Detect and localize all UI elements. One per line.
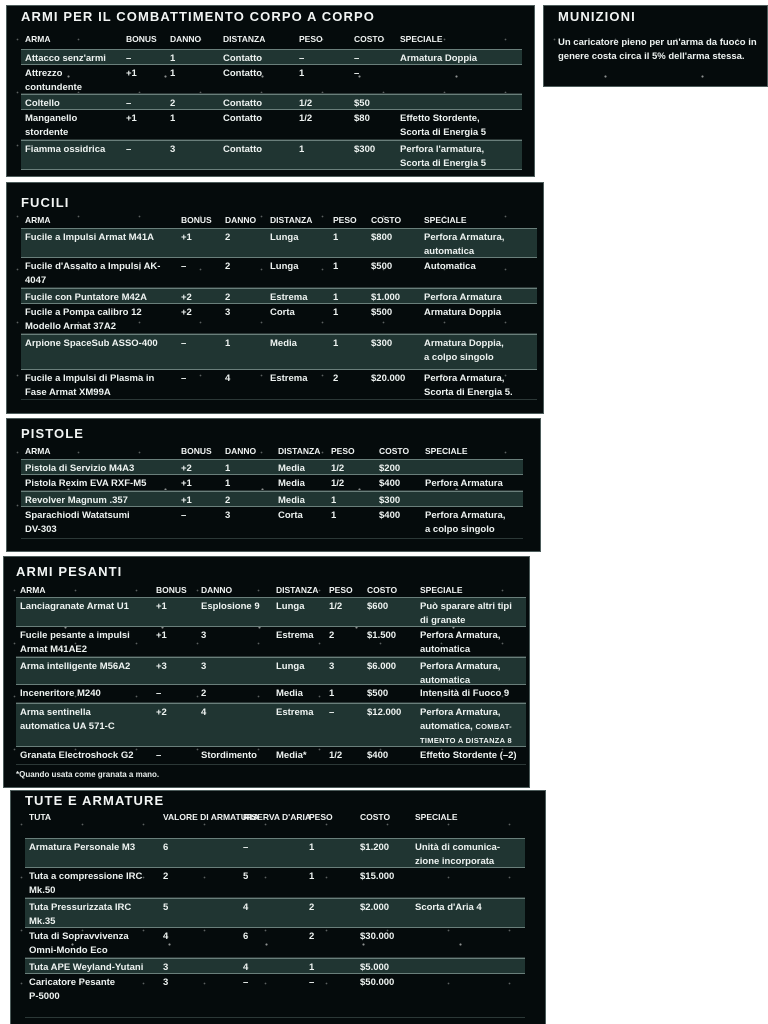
heavy-cell-5: $12.000	[367, 707, 402, 718]
suits-title: TUTE E ARMATURE	[25, 793, 165, 808]
melee-cell-0: Attacco senz'armi	[25, 53, 106, 64]
pistols-cell-5: $400	[379, 478, 401, 489]
melee-cell-2: 1	[170, 53, 176, 64]
suits-armor-panel	[10, 790, 546, 1024]
melee-header-3: DISTANZA	[223, 34, 266, 44]
melee-cell-2: 3	[170, 144, 176, 155]
melee-cell-4: 1	[299, 68, 305, 79]
melee-row	[21, 65, 522, 94]
rifles-cell-5: $20.000	[371, 373, 406, 384]
suits-cell-2: 4	[243, 902, 249, 913]
rifles-cell-1: –	[181, 261, 187, 272]
heavy-header-6: SPECIALE	[420, 585, 463, 595]
rifles-cell-2: 4	[225, 373, 231, 384]
suits-cell-5: Unità di comunica- zione incorporata	[415, 842, 500, 867]
melee-cell-1: +1	[126, 113, 137, 124]
pistols-cell-4: 1	[331, 510, 337, 521]
heavy-cell-2: 2	[201, 688, 207, 699]
rifles-header-3: DISTANZA	[270, 215, 313, 225]
heavy-row	[16, 703, 526, 747]
heavy-cell-1: +3	[156, 661, 167, 672]
suits-row	[25, 928, 525, 958]
melee-header-5: COSTO	[354, 34, 385, 44]
rifles-row	[21, 288, 537, 304]
rifles-cell-2: 3	[225, 307, 231, 318]
suits-cell-1: 3	[163, 977, 169, 988]
melee-row	[21, 110, 522, 140]
suits-cell-1: 5	[163, 902, 169, 913]
heavy-cell-6: Effetto Stordente (–2)	[420, 750, 517, 761]
suits-header-0: TUTA	[29, 812, 52, 822]
melee-cell-0: Manganello stordente	[25, 113, 78, 138]
rifles-cell-2: 2	[225, 261, 231, 272]
suits-cell-3: 1	[309, 871, 315, 882]
melee-cell-2: 1	[170, 113, 176, 124]
heavy-cell-5: $500	[367, 688, 389, 699]
melee-cell-6: Perfora l'armatura, Scorta di Energia 5	[400, 144, 487, 169]
pistols-cell-4: 1	[331, 495, 337, 506]
melee-weapons-panel	[6, 5, 535, 177]
heavy-row	[16, 597, 526, 627]
rifles-cell-6: Perfora Armatura, Scorta di Energia 5.	[424, 373, 513, 398]
suits-cell-3: 2	[309, 902, 315, 913]
rifles-row	[21, 258, 537, 288]
rifles-cell-1: +1	[181, 232, 192, 243]
rifles-cell-2: 2	[225, 292, 231, 303]
suits-cell-2: 5	[243, 871, 249, 882]
suits-header-4: COSTO	[360, 812, 391, 822]
melee-header-1: BONUS	[126, 34, 157, 44]
suits-cell-1: 6	[163, 842, 169, 853]
rifles-cell-5: $500	[371, 261, 393, 272]
rifles-cell-1: +2	[181, 307, 192, 318]
rifles-header-0: ARMA	[25, 215, 51, 225]
rifles-cell-2: 2	[225, 232, 231, 243]
heavy-cell-0: Arma intelligente M56A2	[20, 661, 131, 672]
rifles-cell-3: Corta	[270, 307, 295, 318]
suits-cell-2: 6	[243, 931, 249, 942]
heavy-cell-0: Inceneritore M240	[20, 688, 101, 699]
suits-cell-4: $1.200	[360, 842, 390, 853]
heavy-cell-0: Arma sentinella automatica UA 571-C	[20, 707, 115, 732]
rifles-cell-5: $1.000	[371, 292, 401, 303]
suits-cell-0: Tuta Pressurizzata IRC Mk.35	[29, 902, 132, 927]
rifles-cell-4: 1	[333, 307, 339, 318]
suits-cell-2: –	[243, 842, 249, 853]
heavy-weapons-panel	[3, 556, 530, 788]
melee-cell-5: $300	[354, 144, 376, 155]
heavy-row	[16, 627, 526, 657]
pistols-cell-3: Media	[278, 478, 305, 489]
rifles-cell-6: Automatica	[424, 261, 476, 272]
pistols-cell-1: +1	[181, 478, 192, 489]
pistols-header-0: ARMA	[25, 446, 51, 456]
heavy-header-2: DANNO	[201, 585, 233, 595]
ammo-text: Un caricatore pieno per un'arma da fuoco in genere costa circa il 5% dell'arma stessa.	[558, 37, 757, 62]
suits-cell-4: $30.000	[360, 931, 395, 942]
melee-cell-3: Contatto	[223, 113, 263, 124]
melee-cell-3: Contatto	[223, 68, 263, 79]
pistols-header-4: PESO	[331, 446, 355, 456]
suits-cell-3: 2	[309, 931, 315, 942]
melee-cell-1: –	[126, 98, 132, 109]
melee-header-4: PESO	[299, 34, 323, 44]
rifles-header-4: PESO	[333, 215, 357, 225]
rifles-row	[21, 304, 537, 334]
pistols-header-2: DANNO	[225, 446, 257, 456]
ammo-title: MUNIZIONI	[558, 9, 636, 24]
rifles-cell-4: 1	[333, 232, 339, 243]
heavy-cell-5: $600	[367, 601, 389, 612]
pistols-header-6: SPECIALE	[425, 446, 468, 456]
rifles-cell-1: +2	[181, 292, 192, 303]
suits-cell-5: Scorta d'Aria 4	[415, 902, 482, 913]
heavy-row	[16, 657, 526, 685]
pistols-cell-5: $400	[379, 510, 401, 521]
pistols-cell-4: 1/2	[331, 478, 345, 489]
heavy-cell-4: –	[329, 707, 335, 718]
heavy-cell-3: Lunga	[276, 601, 305, 612]
suits-cell-1: 4	[163, 931, 169, 942]
melee-cell-5: $50	[354, 98, 370, 109]
pistols-panel	[6, 418, 541, 552]
rifles-cell-3: Lunga	[270, 261, 299, 272]
heavy-cell-4: 3	[329, 661, 335, 672]
heavy-cell-3: Estrema	[276, 707, 314, 718]
rifles-cell-3: Estrema	[270, 373, 308, 384]
suits-header-2: RISERVA D'ARIA	[243, 812, 311, 822]
heavy-cell-6: Perfora Armatura, automatica	[420, 661, 501, 686]
heavy-cell-5: $400	[367, 750, 389, 761]
pistols-row	[21, 491, 523, 507]
pistols-row	[21, 475, 523, 491]
melee-cell-1: –	[126, 53, 132, 64]
suits-cell-3: 1	[309, 842, 315, 853]
rifles-cell-0: Fucile a Impulsi di Plasma in Fase Armat XM99A	[25, 373, 155, 398]
melee-cell-3: Contatto	[223, 53, 263, 64]
heavy-cell-3: Media*	[276, 750, 307, 761]
pistols-header-1: BONUS	[181, 446, 212, 456]
heavy-cell-3: Lunga	[276, 661, 305, 672]
heavy-header-5: COSTO	[367, 585, 398, 595]
heavy-cell-1: +1	[156, 601, 167, 612]
heavy-cell-3: Estrema	[276, 630, 314, 641]
heavy-cell-5: $6.000	[367, 661, 397, 672]
melee-header-6: SPECIALE	[400, 34, 443, 44]
suits-header-1: VALORE DI ARMATURA	[163, 812, 260, 822]
heavy-cell-6: Perfora Armatura, automatica	[420, 630, 501, 655]
suits-cell-2: –	[243, 977, 249, 988]
suits-row	[25, 868, 525, 898]
pistols-cell-0: Pistola Rexim EVA RXF-M5	[25, 478, 147, 489]
pistols-cell-6: Perfora Armatura, a colpo singolo	[425, 510, 506, 535]
pistols-cell-3: Corta	[278, 510, 303, 521]
sentry-special-tail: COMBAT- TIMENTO A DISTANZA 8	[420, 722, 512, 745]
pistols-cell-1: +2	[181, 463, 192, 474]
pistols-row	[21, 507, 523, 539]
melee-cell-2: 1	[170, 68, 176, 79]
rifles-row	[21, 370, 537, 400]
rifles-header-5: COSTO	[371, 215, 402, 225]
melee-cell-4: 1/2	[299, 113, 313, 124]
suits-cell-0: Tuta APE Weyland-Yutani	[29, 962, 144, 973]
rifles-row	[21, 334, 537, 370]
rifles-cell-4: 1	[333, 292, 339, 303]
melee-cell-0: Fiamma ossidrica	[25, 144, 106, 155]
melee-row	[21, 94, 522, 110]
suits-cell-0: Caricatore Pesante P-5000	[29, 977, 116, 1002]
rifles-cell-5: $500	[371, 307, 393, 318]
rifles-cell-3: Lunga	[270, 232, 299, 243]
heavy-cell-0: Fucile pesante a impulsi Armat M41AE2	[20, 630, 130, 655]
heavy-cell-1: –	[156, 750, 162, 761]
heavy-cell-4: 2	[329, 630, 335, 641]
heavy-cell-5: $1.500	[367, 630, 397, 641]
melee-cell-3: Contatto	[223, 144, 263, 155]
heavy-cell-2: 4	[201, 707, 207, 718]
melee-row	[21, 140, 522, 170]
rifles-cell-0: Fucile con Puntatore M42A	[25, 292, 147, 303]
melee-cell-4: 1	[299, 144, 305, 155]
heavy-cell-2: 3	[201, 630, 207, 641]
rifles-cell-4: 1	[333, 338, 339, 349]
rifles-row	[21, 228, 537, 258]
suits-cell-4: $2.000	[360, 902, 390, 913]
heavy-cell-0: Lanciagranate Armat U1	[20, 601, 129, 612]
rifles-cell-3: Estrema	[270, 292, 308, 303]
rifles-header-6: SPECIALE	[424, 215, 467, 225]
suits-cell-1: 2	[163, 871, 169, 882]
heavy-cell-2: Stordimento	[201, 750, 257, 761]
suits-cell-0: Tuta di Sopravvivenza Omni-Mondo Eco	[29, 931, 129, 956]
rifles-cell-1: –	[181, 338, 187, 349]
suits-cell-3: –	[309, 977, 315, 988]
melee-title: ARMI PER IL COMBATTIMENTO CORPO A CORPO	[21, 9, 375, 24]
melee-cell-5: –	[354, 53, 360, 64]
pistols-cell-2: 1	[225, 478, 231, 489]
heavy-cell-4: 1/2	[329, 601, 343, 612]
pistols-cell-0: Revolver Magnum .357	[25, 495, 128, 506]
pistols-cell-1: –	[181, 510, 187, 521]
pistols-cell-0: Sparachiodi Watatsumi DV-303	[25, 510, 130, 535]
suits-cell-0: Tuta a compressione IRC Mk.50	[29, 871, 143, 896]
heavy-footnote: *Quando usata come granata a mano.	[16, 770, 160, 779]
suits-row	[25, 838, 525, 868]
melee-cell-6: Armatura Doppia	[400, 53, 478, 64]
rifles-cell-1: –	[181, 373, 187, 384]
pistols-title: PISTOLE	[21, 426, 85, 441]
pistols-cell-6: Perfora Armatura	[425, 478, 503, 489]
suits-header-5: SPECIALE	[415, 812, 458, 822]
rifles-cell-6: Perfora Armatura, automatica	[424, 232, 505, 257]
pistols-cell-5: $200	[379, 463, 401, 474]
heavy-cell-0: Granata Electroshock G2	[20, 750, 134, 761]
pistols-cell-3: Media	[278, 463, 305, 474]
heavy-header-4: PESO	[329, 585, 353, 595]
melee-cell-2: 2	[170, 98, 176, 109]
heavy-row	[16, 747, 526, 765]
melee-cell-5: $80	[354, 113, 370, 124]
heavy-title: ARMI PESANTI	[16, 564, 123, 579]
suits-cell-4: $15.000	[360, 871, 395, 882]
ammo-panel	[543, 5, 768, 87]
pistols-cell-5: $300	[379, 495, 401, 506]
pistols-cell-0: Pistola di Servizio M4A3	[25, 463, 135, 474]
suits-cell-1: 3	[163, 962, 169, 973]
melee-row	[21, 49, 522, 65]
suits-cell-4: $50.000	[360, 977, 395, 988]
heavy-cell-6: Perfora Armatura, automatica, COMBAT- TIMENTO A DISTANZA 8	[420, 707, 512, 745]
rifles-cell-6: Armatura Doppia	[424, 307, 502, 318]
rifles-cell-5: $800	[371, 232, 393, 243]
rifles-cell-2: 1	[225, 338, 231, 349]
rifles-cell-3: Media	[270, 338, 297, 349]
heavy-cell-6: Intensità di Fuoco 9	[420, 688, 510, 699]
heavy-header-1: BONUS	[156, 585, 187, 595]
rifles-cell-6: Perfora Armatura	[424, 292, 502, 303]
heavy-cell-3: Media	[276, 688, 303, 699]
rifles-cell-4: 1	[333, 261, 339, 272]
pistols-cell-1: +1	[181, 495, 192, 506]
suits-row	[25, 898, 525, 928]
heavy-cell-2: Esplosione 9	[201, 601, 260, 612]
pistols-cell-3: Media	[278, 495, 305, 506]
rifles-cell-6: Armatura Doppia, a colpo singolo	[424, 338, 504, 363]
rifles-cell-4: 2	[333, 373, 339, 384]
melee-header-0: ARMA	[25, 34, 51, 44]
heavy-cell-1: +1	[156, 630, 167, 641]
heavy-row	[16, 685, 526, 703]
melee-cell-6: Effetto Stordente, Scorta di Energia 5	[400, 113, 487, 138]
pistols-header-3: DISTANZA	[278, 446, 321, 456]
rifles-cell-0: Fucile d'Assalto a Impulsi AK- 4047	[25, 261, 161, 286]
pistols-cell-2: 2	[225, 495, 231, 506]
rifles-cell-5: $300	[371, 338, 393, 349]
heavy-cell-1: +2	[156, 707, 167, 718]
pistols-header-5: COSTO	[379, 446, 410, 456]
pistols-row	[21, 459, 523, 475]
suits-cell-0: Armatura Personale M3	[29, 842, 136, 853]
suits-header-3: PESO	[309, 812, 333, 822]
melee-cell-1: –	[126, 144, 132, 155]
heavy-cell-6: Può sparare altri tipi di granate	[420, 601, 512, 626]
melee-header-2: DANNO	[170, 34, 202, 44]
rifles-title: FUCILI	[21, 195, 70, 210]
suits-cell-3: 1	[309, 962, 315, 973]
heavy-header-0: ARMA	[20, 585, 46, 595]
pistols-cell-2: 1	[225, 463, 231, 474]
rifles-header-2: DANNO	[225, 215, 257, 225]
melee-cell-0: Attrezzo contundente	[25, 68, 82, 93]
heavy-cell-2: 3	[201, 661, 207, 672]
rifles-header-1: BONUS	[181, 215, 212, 225]
pistols-cell-4: 1/2	[331, 463, 345, 474]
melee-cell-5: –	[354, 68, 360, 79]
melee-cell-1: +1	[126, 68, 137, 79]
melee-cell-0: Coltello	[25, 98, 60, 109]
pistols-cell-2: 3	[225, 510, 231, 521]
heavy-header-3: DISTANZA	[276, 585, 319, 595]
suits-cell-2: 4	[243, 962, 249, 973]
rifles-cell-0: Fucile a Impulsi Armat M41A	[25, 232, 154, 243]
suits-row	[25, 974, 525, 1018]
suits-cell-4: $5.000	[360, 962, 390, 973]
heavy-cell-4: 1/2	[329, 750, 343, 761]
melee-cell-4: 1/2	[299, 98, 313, 109]
heavy-cell-1: –	[156, 688, 162, 699]
melee-cell-4: –	[299, 53, 305, 64]
rifles-cell-0: Fucile a Pompa calibro 12 Modello Armat 37A2	[25, 307, 142, 332]
suits-row	[25, 958, 525, 974]
heavy-cell-4: 1	[329, 688, 335, 699]
rifles-panel	[6, 182, 544, 414]
melee-cell-3: Contatto	[223, 98, 263, 109]
rifles-cell-0: Arpione SpaceSub ASSO-400	[25, 338, 158, 349]
